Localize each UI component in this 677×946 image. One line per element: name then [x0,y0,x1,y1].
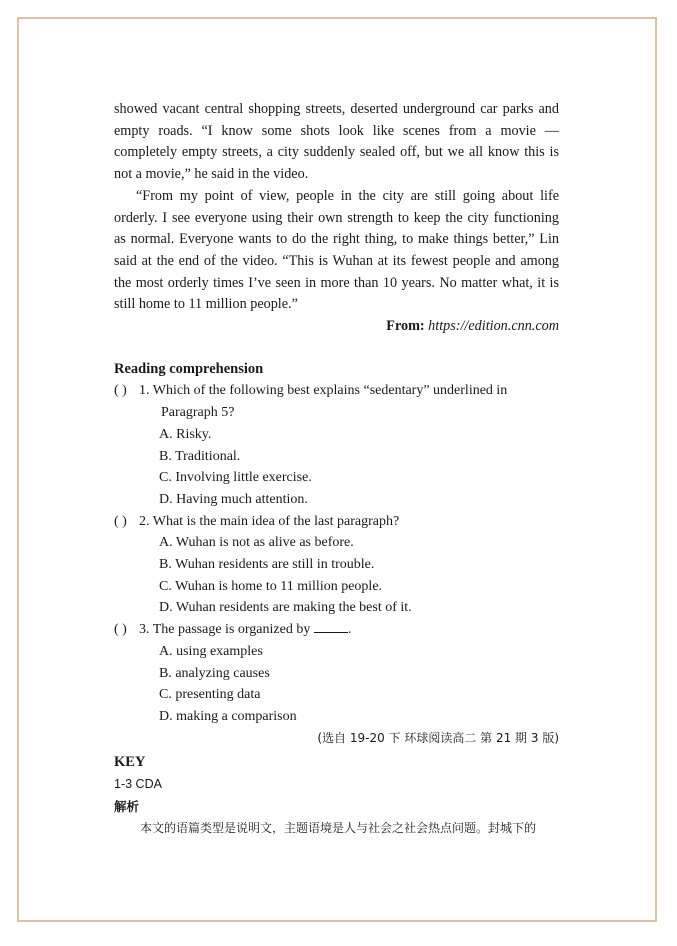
option-c: C. presenting data [159,687,261,703]
analysis-text: 本文的语篇类型是说明文，主题语境是人与社会之社会热点问题。封城下的 [140,820,537,835]
question-text-continued: Paragraph 5? [161,405,235,421]
option-d: D. making a comparison [159,708,297,724]
question-text-start: 3. The passage is organized by [139,622,311,638]
key-answers: 1-3 CDA [114,777,162,792]
analysis-title: 解析 [114,798,140,814]
passage-paragraph-1: showed vacant central shopping streets, deserted underground car parks and empty roads. “I know some shots look like scenes from a movie — completely empty streets, a city suddenly sealed off, but we all know this is not a movie,” he said in the video. [114,101,559,183]
question-1 [114,380,559,510]
option-c: C. Involving little exercise. [159,470,312,486]
option-b: B. Traditional. [159,448,241,464]
document-content [114,99,559,839]
option-b: B. analyzing causes [159,665,270,681]
option-c: C. Wuhan is home to 11 million people. [159,578,383,594]
passage-paragraph-2: “From my point of view, people in the city are still going about life orderly. I see everyone using their own strength to keep the city functioning as normal. Everyone wants to do the right thing, to make things better,” Lin said at the end of the video. “This is Wuhan at its fewest people and among the most orderly times I’ve seen in more than 10 years. No matter what, it is still home to 11 million people.” [114,187,559,313]
question-text: 1. Which of the following best explains “sedentary” underlined in [139,383,508,399]
source-label: From: [386,318,425,335]
question-2 [114,511,559,620]
passage-source [114,316,559,338]
option-a: A. Wuhan is not as alive as before. [159,535,354,551]
question-text-end: . [347,622,352,638]
option-b: B. Wuhan residents are still in trouble. [159,557,375,573]
option-d: D. Wuhan residents are making the best of it. [159,600,412,616]
answer-blank: ( ) [114,622,127,638]
key-title: KEY [114,754,146,771]
option-d: D. Having much attention. [159,491,308,507]
answer-blank: ( ) [114,513,127,529]
citation: (选自 19-20 下 环球阅读高二 第 21 期 3 版) [317,730,559,745]
reading-comprehension-title: Reading comprehension [114,360,264,377]
question-text: 2. What is the main idea of the last paragraph? [139,513,400,529]
question-text [139,619,559,641]
question-3 [114,619,559,728]
answer-blank: ( ) [114,383,127,399]
source-url: https://edition.cnn.com [428,318,559,335]
option-a: A. using examples [159,643,263,659]
fill-in-blank [314,620,348,633]
option-a: A. Risky. [159,426,212,442]
